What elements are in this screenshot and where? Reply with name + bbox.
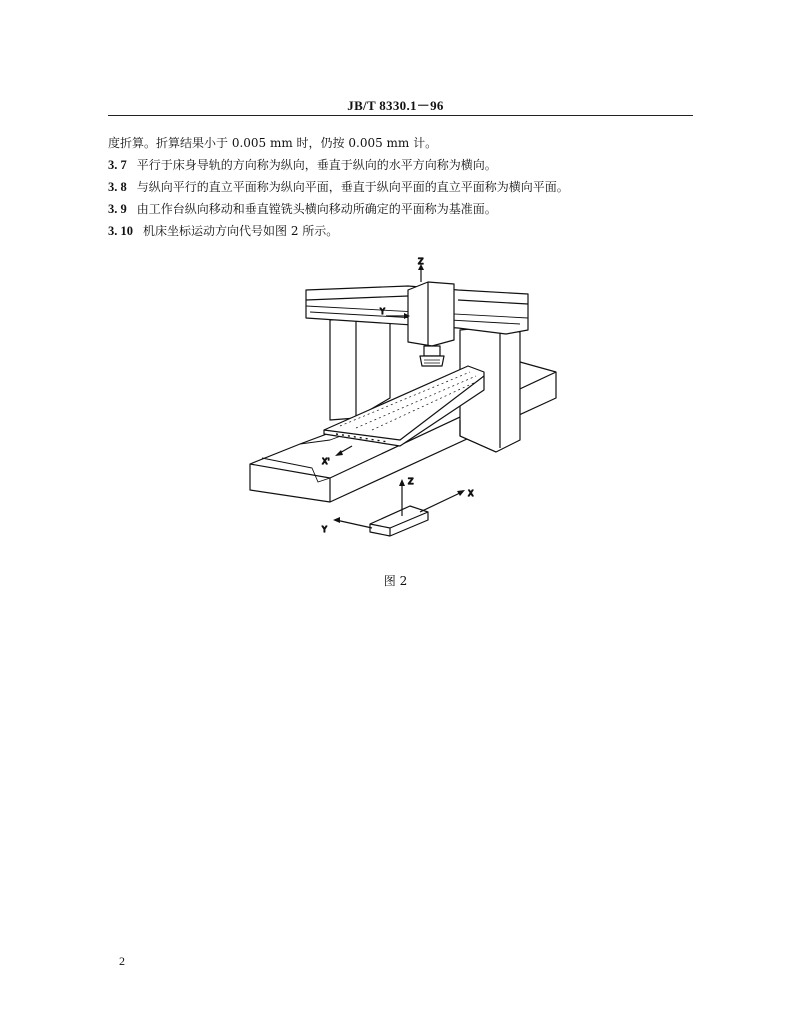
clause-3-9 [108, 200, 497, 217]
clause-number: 3. 7 [108, 158, 127, 172]
text-line-continuation: 度折算。折算结果小于 0.005 mm 时，仍按 0.005 mm 计。 [108, 136, 438, 150]
clause-text: 机床坐标运动方向代号如图 2 所示。 [143, 224, 339, 238]
standard-header: JB/T 8330.1－96 [347, 98, 444, 113]
figure-caption: 图 2 [383, 574, 408, 588]
clause-text: 平行于床身导轨的方向称为纵向，垂直于纵向的水平方向称为横向。 [136, 158, 497, 172]
machine-tool-figure [245, 255, 565, 545]
spindle [424, 346, 440, 356]
clause-text: 由工作台纵向移动和垂直镗铣头横向移动所确定的平面称为基准面。 [136, 202, 497, 216]
clause-text: 与纵向平行的直立平面称为纵向平面，垂直于纵向平面的直立平面称为横向平面。 [136, 180, 569, 194]
cutter [420, 356, 444, 366]
label-x-table: X' [322, 457, 330, 466]
left-column [330, 318, 356, 420]
label-x-axis: X [468, 489, 474, 498]
label-y-head: Y [380, 307, 385, 316]
label-z-axis: Z [408, 477, 414, 486]
clause-number: 3. 8 [108, 180, 127, 194]
clause-3-7 [108, 156, 497, 173]
clause-3-8 [108, 178, 569, 195]
gantry-machine-drawing [245, 255, 565, 545]
label-z-head: Z [418, 257, 424, 266]
page-number: 2 [119, 954, 125, 968]
label-y-axis: Y [322, 525, 327, 534]
clause-number: 3. 9 [108, 202, 127, 216]
milling-head [408, 282, 454, 346]
reference-box [370, 506, 428, 536]
clause-3-10 [108, 222, 338, 239]
clause-number: 3. 10 [108, 224, 133, 238]
header-rule [108, 115, 693, 116]
